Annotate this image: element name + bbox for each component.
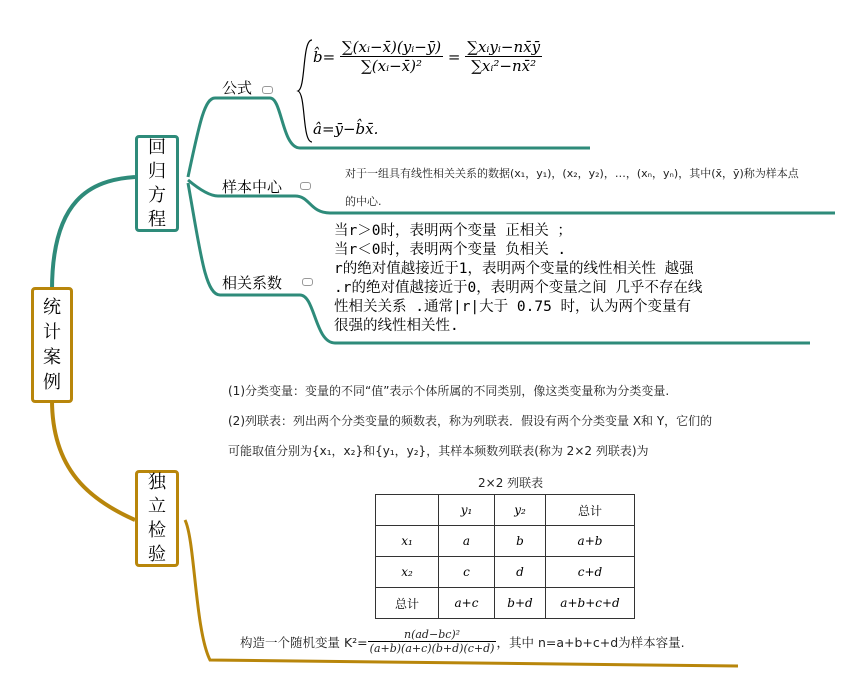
subtopic-formula[interactable]: 公式 <box>222 79 253 97</box>
fraction-2 <box>465 38 542 75</box>
k2-numerator: n(ad−bc)² <box>368 628 497 642</box>
topic-independence-label: 独立检验 <box>148 471 166 565</box>
contingency-table-title: 2×2 列联表 <box>478 476 544 490</box>
note-icon <box>302 278 313 286</box>
table-cell: y₁ <box>439 495 495 526</box>
table-cell: 总计 <box>376 588 439 619</box>
table-cell <box>376 495 439 526</box>
k2-prefix: 构造一个随机变量 K²= <box>240 634 368 650</box>
connector-root-to-regression <box>52 177 135 290</box>
table-cell: x₁ <box>376 526 439 557</box>
table-cell: c <box>439 557 495 588</box>
connector-to-sample-center <box>188 180 835 213</box>
b-hat-lhs: b̂= <box>313 47 336 66</box>
topic-independence-test[interactable] <box>135 470 179 567</box>
correlation-line-5: 性相关关系 .通常|r|大于 0.75 时，认为两个变量有 <box>334 299 692 315</box>
fraction-1-den: ∑(xᵢ−x̄)² <box>361 57 422 75</box>
formula-a-hat: â=ȳ−b̂x̄. <box>313 120 379 138</box>
k2-fraction <box>368 628 497 655</box>
table-cell: a+b <box>546 526 635 557</box>
table-cell: y₂ <box>495 495 546 526</box>
subtopic-correlation[interactable]: 相关系数 <box>222 274 283 292</box>
table-cell: x₂ <box>376 557 439 588</box>
sample-center-text-line1: 对于一组具有线性相关关系的数据(x₁，y₁)，(x₂，y₂)，…，(xₙ，yₙ)，其中(x̄，ȳ)称为样本点 <box>345 167 799 180</box>
table-cell: a+b+c+d <box>546 588 635 619</box>
table-cell: b+d <box>495 588 546 619</box>
note-icon <box>262 86 273 94</box>
subtopic-sample-center[interactable]: 样本中心 <box>222 178 283 196</box>
table-cell: a+c <box>439 588 495 619</box>
equals-sign: = <box>447 47 461 66</box>
correlation-line-4: .r的绝对值越接近于0，表明两个变量之间 几乎不存在线 <box>334 280 703 296</box>
fraction-2-den: ∑xᵢ²−nx̄² <box>471 57 537 75</box>
topic-regression-equation[interactable] <box>135 135 179 232</box>
contingency-table <box>375 494 635 619</box>
table-row <box>376 495 635 526</box>
table-row <box>376 526 635 557</box>
sample-center-text-line2: 的中心. <box>345 195 382 208</box>
table-row <box>376 588 635 619</box>
k2-denominator: (a+b)(a+c)(b+d)(c+d) <box>369 642 495 655</box>
table-cell: c+d <box>546 557 635 588</box>
root-label: 统计案例 <box>43 297 61 393</box>
correlation-line-2: 当r＜0时，表明两个变量 负相关 . <box>334 242 567 258</box>
table-row <box>376 557 635 588</box>
fraction-1-num: ∑(xᵢ−x̄)(yᵢ−ȳ) <box>341 38 442 56</box>
correlation-line-3: r的绝对值越接近于1，表明两个变量的线性相关性 越强 <box>334 261 694 277</box>
connector-root-to-independence <box>52 400 135 520</box>
independence-line-1: (1)分类变量：变量的不同“值”表示个体所属的不同类别，像这类变量称为分类变量. <box>228 384 670 398</box>
formula-b-hat <box>313 38 542 75</box>
table-cell: a <box>439 526 495 557</box>
independence-line-3: 可能取值分别为{x₁，x₂}和{y₁，y₂}，其样本频数列联表(称为 2×2 列联表)为 <box>228 444 649 458</box>
topic-regression-label: 回归方程 <box>148 136 166 230</box>
table-cell: d <box>495 557 546 588</box>
fraction-1 <box>340 38 443 75</box>
table-cell: 总计 <box>546 495 635 526</box>
k2-formula <box>240 628 685 655</box>
table-cell: b <box>495 526 546 557</box>
correlation-line-1: 当r＞0时，表明两个变量 正相关 ； <box>334 223 572 239</box>
correlation-line-6: 很强的线性相关性. <box>334 318 459 334</box>
brace-icon <box>296 38 314 144</box>
independence-line-2: (2)列联表：列出两个分类变量的频数表，称为列联表．假设有两个分类变量 X和 Y，它们的 <box>228 414 713 428</box>
k2-suffix: ，其中 n=a+b+c+d为样本容量. <box>496 634 685 650</box>
root-node[interactable] <box>31 287 73 403</box>
note-icon <box>300 182 311 190</box>
fraction-2-num: ∑xᵢyᵢ−nx̄ȳ <box>467 38 541 56</box>
